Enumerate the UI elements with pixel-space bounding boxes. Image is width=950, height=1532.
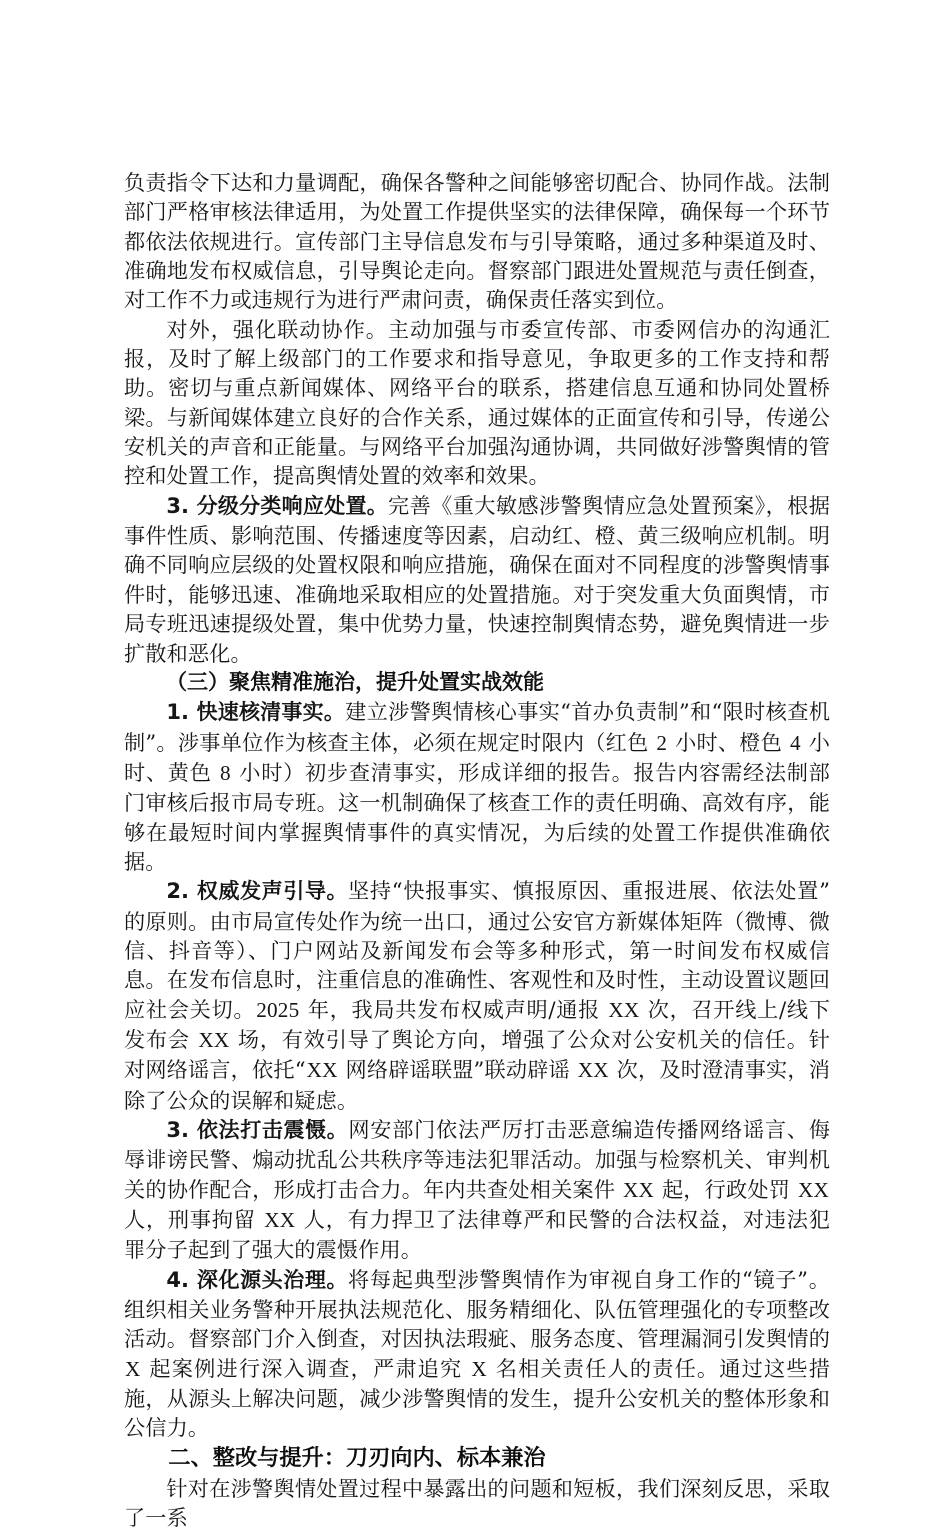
paragraph-body-source-governance: 将每起典型涉警舆情作为审视自身工作的“镜子”。组织相关业务警种开展执法规范化、服务精细化、队伍管理强化的专项整改活动。督察部门介入倒查，对因执法瑕疵、服务态度、管理漏洞引发舆情的 X 起案例进行深入调查，严肃追究 X 名相关责任人的责任。通过这些措施，从源头上解决问题，减少涉警舆情的发生，提升公安机关的整体形象和公信力。 (124, 1266, 830, 1441)
paragraph-closing-truncated: 针对在涉警舆情处置过程中暴露出的问题和短板，我们深刻反思，采取了一系 (124, 1475, 830, 1531)
paragraph-authoritative-voice (124, 876, 830, 1115)
lead-in-label-source-governance: 4. 深化源头治理。 (166, 1267, 349, 1292)
inline-latin-run: X (125, 1356, 141, 1381)
inline-latin-run: 8 (220, 760, 231, 785)
inline-latin-run: XX (306, 1058, 338, 1083)
inline-latin-run: 2025 (256, 997, 300, 1022)
heading-rectification-and-improvement: 二、整改与提升：刀刃向内、标本兼治 (168, 1444, 546, 1471)
paragraph-body-lawful-crackdown: 网安部门依法严厉打击恶意编造传播网络谣言、侮辱诽谤民警、煽动扰乱公共秩序等违法犯罪活动。加强与检察机关、审判机关的协作配合，形成打击合力。年内共查处相关案件 XX 起，行政处罚 XX 人，刑事拘留 XX 人，有力捍卫了法律尊严和民警的合法权益，对违法犯罪分子起到了强大的震慑作用。 (124, 1117, 830, 1263)
paragraph-body-authoritative-voice: 坚持“快报事实、慎报原因、重报进展、依法处置”的原则。由市局宣传处作为统一出口，通过公安官方新媒体矩阵（微博、微信、抖音等）、门户网站及新闻发布会等多种形式，第一时间发布权威信息。在发布信息时，注重信息的准确性、客观性和及时性，主动设置议题回应社会关切。2025 年，我局共发布权威声明/通报 XX 次，召开线上/线下发布会 XX 场，有效引导了舆论方向，增强了公众对公安机关的信任。针对网络谣言，依托“XX 网络辟谣联盟”联动辟谣 XX 次，及时澄清事实，消除了公众的误解和疑虑。 (124, 878, 831, 1113)
inline-latin-run: XX (198, 1027, 230, 1052)
inline-latin-run: 4 (789, 730, 801, 755)
inline-latin-run: 2 (656, 730, 668, 755)
paragraph-verify-facts (124, 697, 830, 876)
inline-latin-run: X (471, 1356, 487, 1381)
lead-in-label-graded-response: 3. 分级分类响应处置。 (166, 493, 389, 518)
lead-in-label-lawful-crackdown: 3. 依法打击震慑。 (166, 1118, 349, 1142)
paragraph-external-coordination: 对外，强化联动协作。主动加强与市委宣传部、市委网信办的沟通汇报，及时了解上级部门的工作要求和指导意见，争取更多的工作支持和帮助。密切与重点新闻媒体、网络平台的联系，搭建信息互通和协同处置桥梁。与新闻媒体建立良好的合作关系，通过媒体的正面宣传和引导，传递公安机关的声音和正能量。与网络平台加强沟通协调，共同做好涉警舆情的管控和处置工作，提高舆情处置的效率和效果。 (124, 316, 830, 489)
paragraph-continuation: 负责指令下达和力量调配，确保各警种之间能够密切配合、协同作战。法制部门严格审核法律适用，为处置工作提供坚实的法律保障，确保每一个环节都依法依规进行。宣传部门主导信息发布与引导策略，通过多种渠道及时、准确地发布权威信息，引导舆论走向。督察部门跟进处置规范与责任倒查，对工作不力或违规行为进行严肃问责，确保责任落实到位。 (124, 170, 830, 313)
inline-latin-run: XX (264, 1208, 296, 1233)
inline-latin-run: XX (623, 1177, 655, 1202)
lead-in-label-verify-facts: 1. 快速核清事实。 (166, 700, 346, 725)
heading-focus-precise-governance: （三）聚焦精准施治，提升处置实战效能 (166, 669, 544, 694)
paragraph-source-governance (124, 1265, 830, 1443)
paragraph-body-graded-response: 完善《重大敏感涉警舆情应急处置预案》，根据事件性质、影响范围、传播速度等因素，启动红、橙、黄三级响应机制。明确不同响应层级的处置权限和响应措施，确保在面对不同程度的涉警舆情事件时，能够迅速、准确地采取相应的处置措施。对于突发重大负面舆情，市局专班迅速提级处置，集中优势力量，快速控制舆情态势，避免舆情进一步扩散和恶化。 (124, 492, 830, 666)
inline-latin-run: XX (797, 1177, 829, 1202)
inline-latin-run: XX (608, 997, 640, 1022)
paragraph-lawful-crackdown (124, 1115, 830, 1265)
paragraph-graded-response (124, 491, 830, 668)
paragraph-body-verify-facts: 建立涉警舆情核心事实“首办负责制”和“限时核查机制”。涉事单位作为核查主体，必须在规定时限内（红色 2 小时、橙色 4 小时、黄色 8 小时）初步查清事实，形成详细的报告。报告内容需经法制部门审核后报市局专班。这一机制确保了核查工作的责任明确、高效有序，能够在最短时间内掌握舆情事件的真实情况，为后续的处置工作提供准确依据。 (124, 699, 830, 874)
lead-in-label-authoritative-voice: 2. 权威发声引导。 (166, 879, 349, 904)
inline-latin-run: XX (577, 1058, 609, 1083)
document-text-column (124, 168, 830, 1532)
